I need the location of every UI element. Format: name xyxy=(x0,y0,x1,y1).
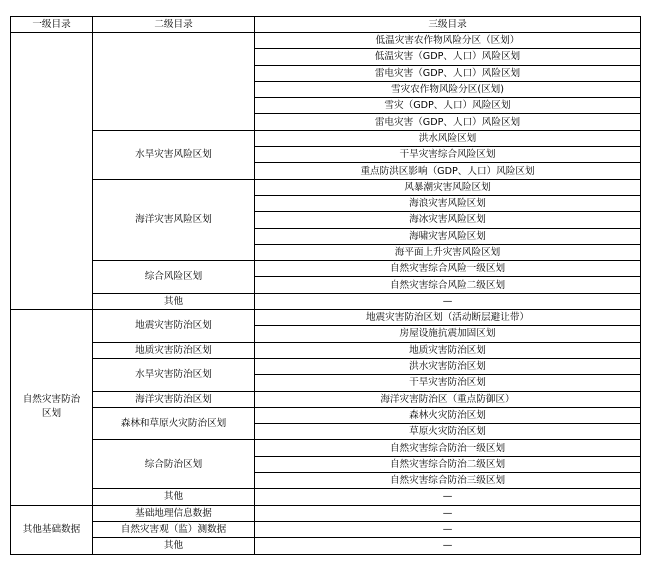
header-level3: 三级目录 xyxy=(255,17,641,33)
level3-cell: 雪灾（GDP、人口）风险区划 xyxy=(255,98,641,114)
level1-cell: 其他基础数据 xyxy=(11,505,93,554)
level3-cell: 干旱灾害防治区划 xyxy=(255,375,641,391)
table-row xyxy=(11,391,641,407)
level3-cell: 海冰灾害风险区划 xyxy=(255,212,641,228)
level3-cell: 海啸灾害风险区划 xyxy=(255,228,641,244)
table-row xyxy=(11,505,641,521)
header-level2: 二级目录 xyxy=(93,17,255,33)
level2-cell xyxy=(93,33,255,131)
level3-cell: 风暴潮灾害风险区划 xyxy=(255,179,641,195)
header-row xyxy=(11,17,641,33)
level3-cell: — xyxy=(255,521,641,537)
catalog-table-container xyxy=(10,16,641,555)
level2-cell: 海洋灾害防治区划 xyxy=(93,391,255,407)
level3-cell: 洪水风险区划 xyxy=(255,130,641,146)
table-row xyxy=(11,130,641,146)
level3-cell: 地质灾害防治区划 xyxy=(255,342,641,358)
level2-cell: 自然灾害观（监）测数据 xyxy=(93,521,255,537)
catalog-table-body xyxy=(11,33,641,555)
level3-cell: 草原火灾防治区划 xyxy=(255,424,641,440)
level3-cell: — xyxy=(255,505,641,521)
level2-cell: 其他 xyxy=(93,538,255,554)
level3-cell: — xyxy=(255,489,641,505)
level3-cell: 重点防洪区影响（GDP、人口）风险区划 xyxy=(255,163,641,179)
level3-cell: 地震灾害防治区划（活动断层避让带） xyxy=(255,310,641,326)
level3-cell: — xyxy=(255,293,641,309)
level3-cell: 雷电灾害（GDP、人口）风险区划 xyxy=(255,65,641,81)
level2-cell: 水旱灾害风险区划 xyxy=(93,130,255,179)
header-level1: 一级目录 xyxy=(11,17,93,33)
level2-cell: 水旱灾害防治区划 xyxy=(93,358,255,391)
level3-cell: 雪灾农作物风险分区(区划) xyxy=(255,81,641,97)
level3-cell: 森林火灾防治区划 xyxy=(255,407,641,423)
table-row xyxy=(11,293,641,309)
level3-cell: 自然灾害综合风险一级区划 xyxy=(255,261,641,277)
table-row xyxy=(11,489,641,505)
level3-cell: 自然灾害综合防治二级区划 xyxy=(255,456,641,472)
table-row xyxy=(11,33,641,49)
level3-cell: 雷电灾害（GDP、人口）风险区划 xyxy=(255,114,641,130)
level3-cell: 海浪灾害风险区划 xyxy=(255,195,641,211)
level2-cell: 地质灾害防治区划 xyxy=(93,342,255,358)
table-row xyxy=(11,440,641,456)
level2-cell: 其他 xyxy=(93,489,255,505)
table-row xyxy=(11,521,641,537)
level2-cell: 综合风险区划 xyxy=(93,261,255,294)
level3-cell: 干旱灾害综合风险区划 xyxy=(255,147,641,163)
level3-cell: 洪水灾害防治区划 xyxy=(255,358,641,374)
table-row xyxy=(11,358,641,374)
level1-cell: 自然灾害防治 区划 xyxy=(11,310,93,506)
table-row xyxy=(11,342,641,358)
level3-cell: 低温灾害（GDP、人口）风险区划 xyxy=(255,49,641,65)
level2-cell: 基础地理信息数据 xyxy=(93,505,255,521)
level3-cell: 自然灾害综合风险二级区划 xyxy=(255,277,641,293)
level3-cell: 自然灾害综合防治一级区划 xyxy=(255,440,641,456)
level2-cell: 森林和草原火灾防治区划 xyxy=(93,407,255,440)
table-row xyxy=(11,261,641,277)
level3-cell: 房屋设施抗震加固区划 xyxy=(255,326,641,342)
level3-cell: 自然灾害综合防治三级区划 xyxy=(255,473,641,489)
level3-cell: — xyxy=(255,538,641,554)
level1-cell xyxy=(11,33,93,310)
level2-cell: 其他 xyxy=(93,293,255,309)
table-row xyxy=(11,407,641,423)
catalog-table xyxy=(10,16,641,555)
level2-cell: 海洋灾害风险区划 xyxy=(93,179,255,260)
level3-cell: 海平面上升灾害风险区划 xyxy=(255,244,641,260)
table-row xyxy=(11,310,641,326)
level3-cell: 海洋灾害防治区（重点防御区） xyxy=(255,391,641,407)
level2-cell: 地震灾害防治区划 xyxy=(93,310,255,343)
level2-cell: 综合防治区划 xyxy=(93,440,255,489)
table-row xyxy=(11,179,641,195)
table-row xyxy=(11,538,641,554)
level3-cell: 低温灾害农作物风险分区（区划） xyxy=(255,33,641,49)
